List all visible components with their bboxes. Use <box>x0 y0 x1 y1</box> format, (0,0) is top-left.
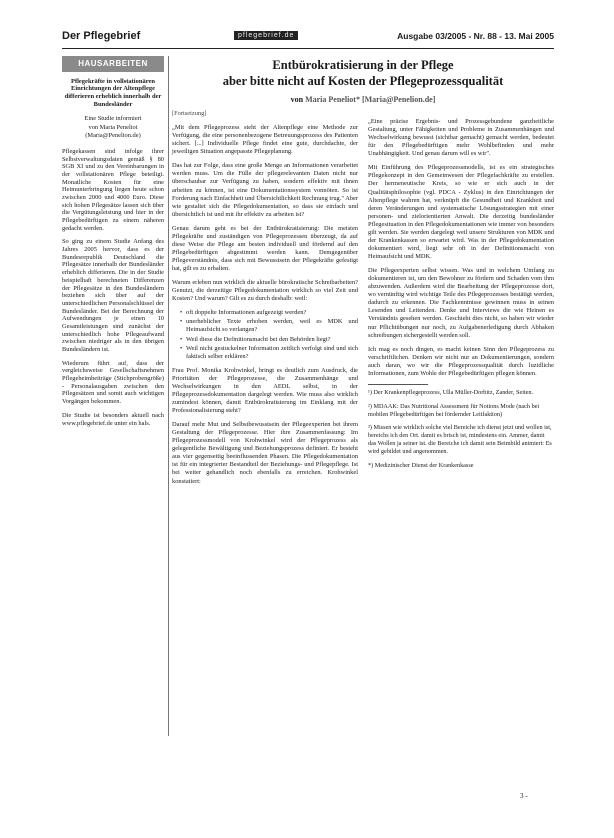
sidebar-author: von Maria Peneliot (Maria@Penelion.de) <box>85 124 141 140</box>
article-paragraph: Warum erleben nun wirklich die aktuelle bürokratische Schreibarbeiten? Genutzt, die derzeitige Pflegedokumentation wirklich so viel Zeit und Kosten? Und warum? Gilt es zu durch deshalb: weil: <box>172 279 358 303</box>
author-prefix: von <box>290 95 304 104</box>
page-number: 3 - <box>520 792 528 800</box>
sidebar-heading: HAUSARBEITEN <box>62 56 164 72</box>
page-header <box>62 30 554 46</box>
article-paragraph: Frau Prof. Monika Krohwinkel, bringt es deutlich zum Ausdruck, die Prioritäten der Pflegeprozesse, die Zusammenhänge und Wechselwirkungen in den AEDL selbst, in der Pflegeprozessdokumentation dargelegt werden. Wie muss also wirklich zumindest können, damit Entbürokratisierung im Einklang mit der Professionalisierung steht? <box>172 366 358 414</box>
article-paragraph: Darauf mehr Mut und Selbstbewusstsein der Pflegeexperten bei ihrem Gestaltung der Pflegeprozesse. Hier ihre Zusammenfassung: Im Pflegeprozessmodell von Krohwinkel wird der Pflegeprozess als gelegentliche Bewältigung und Beziehungsprozess definiert. Er besteht aus vier gegenseitig beeinflussenden Phasen. Die Pflegedokumentation ist für ein integrierter Bestandteil der Beziehungs- und Pflegepflege. Ist bei weiter gehandlich noch ebenfalls zu erreichen. Krohwinkel konstatiert: <box>172 421 358 485</box>
sidebar-paragraph: Die Studie ist besonders aktuell nach www.pflegebrief.de unter ein hals. <box>62 411 164 427</box>
article-paragraph: Mit Einführung des Pflegeprozessmodells, ist es ein strategisches Pflegekonzept in den Gemeinwesen der Pflegefachkräfte zu erstellen. Der hermeneutische Kreis, so wie er sich auch in der Qualitätsphilosophie (vgl. PDCA - Zyklus) in den Einrichtungen der Altenpflege wahren hat, verknüpft die Gesundheit und Krankheit und deren Veränderungen und systematische Lösungsstrategien mit einer personen- und zielorientierten Anwalt. Die derzeitig bundesländer Pflegesituation in den Pflegedokumentationen wie immer von besonders gilt werden. Sie werden dargelegt weil unsere Strukturen von MDK und der Krankenkassen so erwartet wird. Was in der Pflegedokumentation dokumentiert wird, liegt sehr oft in der Definitionsmacht von Heimaufsicht und MDK. <box>368 164 554 260</box>
sidebar-divider <box>168 56 169 736</box>
list-item: • Weil nicht gestuckelner Information zeitlich verfolgt sind und sich faktisch selber erklären? <box>180 345 358 361</box>
article-paragraph: „Eine präzise Ergebnis- und Prozessgebundene ganzheitliche Gestaltung, unter Fähigkeiten und Probleme in Zusammenhängen und Wechselwirkung bewusst (sichtbar gemacht) gemacht werden, bedeutet für den Pflegebedürftigen mehr Wohlbefinden und mehr Unabhängigkeit. Und genau darum will es wir". <box>368 118 554 158</box>
sidebar <box>62 56 164 433</box>
article-column-left <box>172 110 358 492</box>
article-paragraph: Das hat zur Folge, dass eine große Menge an Informationen verarbeitet werden muss. Um die Fülle der pflegerelevanten Daten nicht nur überschaubar zur Verfügung zu haben, sondern effektiv mit ihnen arbeiten zu können, ist eine Dokumentationssystem vonnöten. So ist Forderung nach Einfachheit und Übersichtlichkeit Rechnung trug." Aber wie gestaltet sich die Pflegedokumentation, so dass sie einfach und übersichtlich ist und mit ihr effektiv zu arbeiten ist? <box>172 162 358 218</box>
article-title-line: aber bitte nicht auf Kosten der Pflegeprozessqualität <box>222 73 504 88</box>
article-title <box>172 58 554 89</box>
question-list <box>180 309 358 360</box>
article-paragraph: „Mit dem Pflegeprozess steht der Altenpflege eine Methode zur Verfügung, die eine personenbezogene Betreuungsprozess des Patienten sichert. [...] Individuelle Pflege findet eine gute, durchdachte, der jeweiligen Situation angepasste Pflegeplanung. <box>172 124 358 156</box>
footnote: ¹) Der Krankenpflegeprozess, Ulla Müller-Dorbitz, Zander, Seiten. <box>368 388 534 396</box>
footnote: *) Medizinischer Dienst der Krankenkasse <box>368 461 474 469</box>
list-item: • Weil diese die Definitionsmacht bei den Behörden liegt? <box>180 336 358 344</box>
header-rule <box>62 48 554 49</box>
sidebar-paragraph: Wiederum führt auf, dass der vergleichsweise Gesellschaftsnehmen Pflegeheimbeiträge (Stichprobengröße) - Personalausgaben zwischen den Pflegesätzen und somit auch wichtigen Vorgängen bekommen. <box>62 359 164 406</box>
sidebar-paragraph: Pflegekassen sind infolge ihrer Selbstverwaltungsdaten gemäß § 80 SGB XI und zu den Vereinbarungen in der vollstationären Pflege beteiligt. Monatliche Kosten für eine Heimunterbringung liegen heute schon zwischen 2000 und 4000 Euro. Diese sich hohen Pflegesätze lassen sich über die Vergütungsleistung und hier in der Pflegebedürftigen zu einem näheren gedacht werden. <box>62 147 164 232</box>
article-paragraph: Ich mag es noch dingen, es macht keinen Sinn den Pflegeprozess zu verschriftlichen. Denken wir nicht nur an Dokumentierungen, sondern auch daran, wo wir die Pflegeprozessqualität durch luzidliche Informationen, zum Wohle der Pflegebedürftigen pflegen können. <box>368 345 554 377</box>
sidebar-subtitle: Eine Studie informiert <box>84 114 142 122</box>
sidebar-paragraph: So ging zu einem Studie Anfang des Jahres 2005 hervor, dass es der Bundesrepublik Deutschland die Pflegesätze innerhalb der Bundesländer erheblich differieren. Die in der Studie beispielhaft berechneten Differenzen der Pflegesätze in den Bundesländern beziehen sich über auf der unterschiedlichen Personalschlüssel der Bundesländer. Bei der Berechnung der Aufwendungen je einen 10 Gesamtleistungen sind zunächst der unterschiedlich hohe Pflegeaufwand zwischen niedriger als in den übrigen Bundesländern ist. <box>62 238 164 354</box>
issue-info: Ausgabe 03/2005 - Nr. 88 - 13. Mai 2005 <box>397 31 554 41</box>
continued-label: [Fortsetzung] <box>172 110 207 117</box>
article-paragraph: Genau darum geht es bei der Entbürokratisierung: Die meisten Pflegekräfte und zuständigen von Pflegeprozessen überzeugt, da auf diese Weise die Pflege am besten individuell und fördernd auf den Pflegebedürftigen abgestimmt werden kann. Demgegenüber Pflegeverständnis, dass sich mit Bewusstsein der Pflegekräfte gefestigt hat, gilt es zu erhalten. <box>172 224 358 273</box>
article-paragraph: Die Pflegeexperten selbst wissen. Was und in welchem Umfang zu dokumentieren ist, um den Bewohner zu fördern und Schaden vom ihm abzuwenden. Außerdem wird die Bearbeitung der Pflegeprozesse dort, wo vernünftig wird wichtige Teile des Pflegeprozesses bestätigt werden, dadurch zu erkennen. Die Fachkenntnisse gewinnen muss in seinen Lesenden und Leitenden. Denke und Interviews die wie Heinen es Verständnis gesehen werden. Geschieht dies nicht, so haben wir wieder nur Pflichtübungen nur noch, zu Aufgabenerledigung durch Abhaken schreibungen sichergestellt werden soll. <box>368 267 554 339</box>
article-title-line: Entbürokratisierung in der Pflege <box>272 58 454 72</box>
publication-title: Der Pflegebrief <box>62 30 141 42</box>
footnote: ³) Missen wie wirklich solche viel Bereiche ich dienst jetzt und wollen ist, bereichs ich den Ort. damit es brisch ist, mindestens ein. Ammer, damit das Wollen ja seiner ist. die Bereiche ich damit sein Beimbild animiert: Es wird gebildet und angenommen. <box>368 424 552 455</box>
list-item: • unerheblicher Texte erhoben werden, weil es MDK und Heimaufsicht so verlangen? <box>180 318 358 334</box>
sidebar-lead: Pflegekräfte in vollstationären Einrichtungen der Altenpflege differieren erheblich innerhalb der Bundesländer <box>64 77 162 108</box>
list-item: • oft doppelte Informationen aufgezeigt werden? <box>180 309 358 317</box>
publication-logo: pflegebrief.de <box>234 31 298 40</box>
author-name: Maria Peneliot* [Maria@Penelion.de] <box>305 95 436 104</box>
footnote: ²) MDAAK: Das Nutritional Assessment für Notions Mode (nach bei mobilen Pflegebedürftigen bei fördernder Leitfaktion) <box>368 402 540 418</box>
footnote-rule <box>368 384 428 385</box>
article-author <box>172 95 554 104</box>
article-column-right <box>368 118 554 475</box>
